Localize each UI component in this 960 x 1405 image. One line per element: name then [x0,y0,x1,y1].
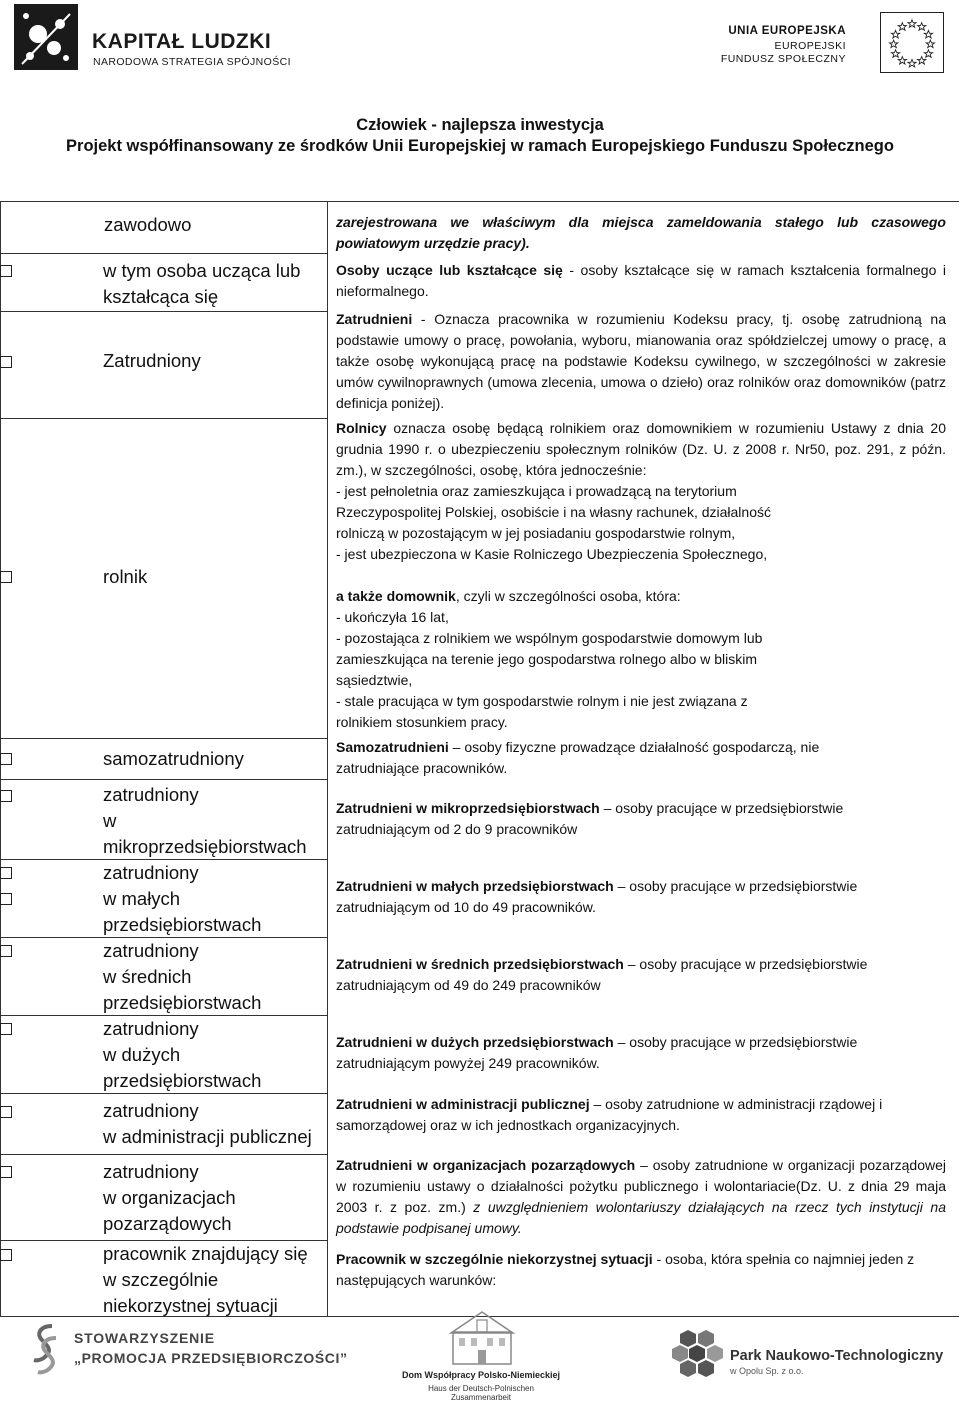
row-divider [0,779,328,780]
definition-niekorzystna [336,1249,926,1291]
definition-text: – osoby zatrudnione w organizacji pozarządowej w rozumieniu ustawy o działalności pożytku publicznego i wolontariacie(Dz. U. z dnia 29 maja 2003 r. z poz. zm.) [336,1157,946,1215]
definition-text: – osoby pracujące w przedsiębiorstwie zatrudniającym od 10 do 49 pracowników. [336,878,858,915]
definition-line: - stale pracująca w tym gospodarstwie rolnym i nie jest związana z [336,693,748,709]
definition-text: - Oznacza pracownika w rozumieniu Kodeksu pracy, tj. osobę zatrudnioną na podstawie umowy o pracę, powołania, wyboru, mianowania oraz spółdzielczej umowy o pracę, a także osobę wykonującą pracę na podstawie Kodeksu cywilnego, w szczególności w zakresie umów cywilnoprawnych (umowa zlecenia, umowa o dzieło) oraz rolników oraz domowników (patrz definicja poniżej). [336,311,946,411]
promocja-logo [30,1320,350,1380]
label-text: przedsiębiorstwach [103,992,262,1013]
label-text: samozatrudniony [103,748,244,769]
definition-term: Zatrudnieni [336,311,413,327]
definition-mikro [336,798,916,840]
checkbox-rolnik[interactable] [0,571,12,583]
checkbox-ngo[interactable] [0,1166,12,1178]
label-admin [103,1098,312,1150]
checkbox-male-1[interactable] [0,867,12,879]
label-text: w dużych [103,1044,181,1065]
definition-line: Rzeczypospolitej Polskiej, osobiście i na własny rachunek, działalność [336,504,771,520]
definition-powiatowy-urzad [336,212,946,254]
definition-note: z uwzględnieniem wolontariuszy działających na rzecz tych instytucji na podstawie podpisanej umowy. [336,1199,946,1236]
label-text: niekorzystnej sytuacji [103,1295,278,1316]
definition-term: Pracownik w szczególnie niekorzystnej sytuacji [336,1251,653,1267]
park-line1: Park Naukowo-Technologiczny [730,1348,944,1364]
label-samozatrudniony [103,746,244,772]
definition-line: - jest pełnoletnia oraz zamieszkująca i prowadzącą na terytorium [336,483,737,499]
label-text: zawodowo [104,214,192,235]
definition-line: - jest ubezpieczona w Kasie Rolniczego Ubezpieczenia Społecznego, [336,546,768,562]
definition-rolnicy [336,418,946,565]
label-text: Zatrudniony [103,350,201,371]
label-srednie [103,938,261,1016]
definition-term: Zatrudnieni w dużych przedsiębiorstwach [336,1034,614,1050]
label-text: zatrudniony [103,862,199,883]
label-text: w administracji publicznej [103,1126,312,1147]
label-text: zatrudniony [103,1161,199,1182]
label-text: rolnik [103,566,148,587]
definition-term: Zatrudnieni w małych przedsiębiorstwach [336,878,614,894]
definition-line: zamieszkująca na terenie jego gospodarstwa rolnego albo w bliskim [336,651,758,667]
definition-line: rolnikiem stosunkiem pracy. [336,714,508,730]
promocja-emblem-icon [30,1320,60,1378]
checkbox-samozatrudniony[interactable] [0,753,12,765]
header-project-note: Projekt współfinansowany ze środków Unii Europejskiej w ramach Europejskiego Funduszu Społecznego [66,137,894,155]
promocja-line1: STOWARZYSZENIE [74,1330,215,1346]
definition-domownik [336,586,946,733]
kapital-ludzki-emblem-icon [14,4,78,70]
park-line2: w Opolu Sp. z o.o. [730,1366,804,1376]
checkbox-mikro[interactable] [0,790,12,802]
label-text: pozarządowych [103,1213,232,1234]
label-ngo [103,1159,236,1237]
eu-logo-line3: FUNDUSZ SPOŁECZNY [720,53,846,65]
definition-text: – osoby pracujące w przedsiębiorstwie zatrudniającym powyżej 249 pracowników. [336,1034,858,1071]
label-text: zatrudniony [103,1100,199,1121]
building-icon [447,1306,517,1366]
eu-logo-line1: UNIA EUROPEJSKA [728,25,846,37]
definition-line: sąsiedztwie, [336,672,413,688]
definition-text: – osoby pracujące w przedsiębiorstwie zatrudniającym od 49 do 249 pracowników [336,956,868,993]
label-mikro [103,782,307,860]
label-text: w organizacjach [103,1187,236,1208]
definition-term: Osoby uczące lub kształcące się [336,262,563,278]
definition-text: - osoba, która spełnia co najmniej jeden z następujących warunków: [336,1251,915,1288]
definition-organizacje [336,1155,946,1239]
checkbox-niekorzystna[interactable] [0,1249,12,1261]
label-text: mikroprzedsiębiorstwach [103,836,307,857]
checkbox-uczaca[interactable] [0,265,12,277]
label-text: pracownik znajdujący się [103,1243,308,1264]
label-text: przedsiębiorstwach [103,914,262,935]
eu-logo [720,12,946,74]
definition-term: Zatrudnieni w administracji publicznej [336,1096,590,1112]
label-text: zatrudniony [103,1018,199,1039]
promocja-line2: „PROMOCJA PRZEDSIĘBIORCZOŚCI” [74,1350,348,1366]
label-text: w średnich [103,966,192,987]
definition-line: - pozostająca z rolnikiem we wspólnym gospodarstwie domowym lub [336,630,763,646]
definition-term: Samozatrudnieni [336,739,449,755]
label-text: w małych [103,888,181,909]
definition-term: a także domownik [336,588,456,604]
definition-term: Zatrudnieni w średnich przedsiębiorstwach [336,956,624,972]
row-divider [0,311,328,312]
dom-line2: Haus der Deutsch-Polnischen Zusammenarbeit [428,1384,534,1402]
row-divider [0,253,328,254]
checkbox-duze[interactable] [0,1023,12,1035]
checkbox-srednie[interactable] [0,945,12,957]
label-text: w tym osoba ucząca lub [103,260,301,281]
label-text: kształcąca się [103,286,219,307]
header-tagline: Człowiek - najlepsza inwestycja [356,116,604,134]
definition-samozatrudnieni [336,737,896,779]
logo-title: KAPITAŁ LUDZKI [92,30,272,53]
definition-line: rolniczą w pozostającym w jej posiadaniu gospodarstwie rolnym, [336,525,736,541]
definition-text: – osoby zatrudnione w administracji rządowej i samorządowej oraz w ich jednostkach organizacyjnych. [336,1096,883,1133]
definition-term: Rolnicy [336,420,387,436]
park-naukowy-logo [672,1322,942,1382]
eu-logo-line2: EUROPEJSKI [774,40,846,52]
definition-text: – osoby fizyczne prowadzące działalność gospodarczą, nie zatrudniające pracowników. [336,739,820,776]
definition-text: – osoby pracujące w przedsiębiorstwie zatrudniającym od 2 do 9 pracowników [336,800,844,837]
definition-zatrudnieni [336,309,946,414]
definition-text: , czyli w szczególności osoba, która: [455,588,681,604]
dom-line1: Dom Współpracy Polsko-Niemieckiej [401,1370,561,1380]
definition-text: oznacza osobę będącą rolnikiem oraz domownikiem w rozumieniu Ustawy z dnia 20 grudnia 1990 r. o ubezpieczeniu społecznym rolników (Dz. U. z 2008 r. Nr50, poz. 291, z późn. zm.), w szczególności, osobę, która jednocześnie: [336,420,946,478]
dom-wspolpracy-logo [397,1306,565,1402]
label-duze [103,1016,261,1094]
definition-duze [336,1032,921,1074]
definition-text: zarejestrowana we właściwym dla miejsca zameldowania stałego lub czasowego powiatowym urzędzie pracy). [336,214,946,251]
definition-uczace [336,260,946,302]
label-text: w szczególnie [103,1269,219,1290]
definition-srednie [336,954,926,996]
logo-subtitle: NARODOWA STRATEGIA SPÓJNOŚCI [93,56,291,68]
label-male [103,860,261,938]
definition-administracja [336,1094,886,1136]
eu-flag-icon [880,12,944,73]
checkbox-male-2[interactable] [0,893,12,905]
hexagon-cluster-icon [672,1326,724,1378]
definition-line: - ukończyła 16 lat, [336,609,449,625]
checkbox-zatrudniony[interactable] [0,356,12,368]
row-divider [0,1154,328,1155]
label-text: zatrudniony [103,784,199,805]
label-zawodowo [104,212,191,238]
row-divider [0,738,328,739]
row-divider [0,418,328,419]
checkbox-admin[interactable] [0,1106,12,1118]
label-zatrudniony [103,348,201,374]
label-rolnik [103,564,147,590]
kapital-ludzki-logo [14,4,294,74]
label-text: w [103,810,117,831]
label-niekorzystna [103,1241,308,1319]
label-text: przedsiębiorstwach [103,1070,262,1091]
definition-male [336,876,916,918]
table-column-divider [327,201,328,1317]
definition-term: Zatrudnieni w organizacjach pozarządowych [336,1157,636,1173]
label-uczaca [103,258,300,310]
label-text: zatrudniony [103,940,199,961]
definition-text: - osoby kształcące się w ramach kształcenia formalnego i nieformalnego. [336,262,946,299]
definition-term: Zatrudnieni w mikroprzedsiębiorstwach [336,800,600,816]
